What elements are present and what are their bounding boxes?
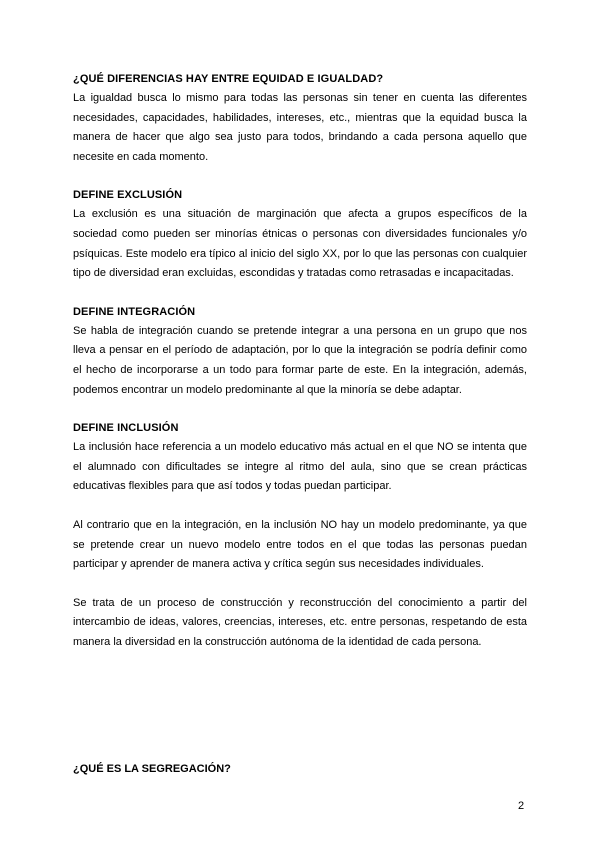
section-heading: DEFINE EXCLUSIÓN [73, 189, 183, 202]
section-paragraph: Se habla de integración cuando se pretende integrar a una persona en un grupo que nos lleva a pensar en el período de adaptación, por lo que la integración se podría definir como el hecho de incorporarse a un todo para formar parte de este. En la integración, además, podemos encontrar un modelo predominante al que la minoría se debe adaptar. [73, 324, 527, 396]
section-heading: DEFINE INTEGRACIÓN [73, 305, 196, 318]
section-paragraph: Se trata de un proceso de construcción y reconstrucción del conocimiento a partir del intercambio de ideas, valores, creencias, intereses, etc. entre personas, respetando de esta manera la diversidad en la construcción autónoma de la identidad de cada persona. [73, 596, 527, 648]
section-integracion [73, 303, 527, 400]
section-exclusion [73, 186, 527, 283]
section-heading: ¿QUÉ DIFERENCIAS HAY ENTRE EQUIDAD E IGUALDAD? [73, 73, 384, 85]
section-equidad-igualdad [73, 70, 527, 167]
section-paragraph: La inclusión hace referencia a un modelo educativo más actual en el que NO se intenta que el alumnado con dificultades se integre al ritmo del aula, sino que se crean prácticas educativas flexibles para que así todos y todas puedan participar. [73, 441, 527, 493]
page-number: 2 [518, 800, 525, 812]
document-body [73, 70, 527, 671]
section-paragraph: Al contrario que en la integración, en la inclusión NO hay un modelo predominante, ya que se pretende crear un nuevo modelo entre todos en el que todas las personas puedan participar y aprender de manera activa y crítica según sus necesidades individuales. [73, 518, 527, 571]
section-inclusion [73, 419, 527, 652]
segregacion-heading: ¿QUÉ ES LA SEGREGACIÓN? [73, 763, 231, 775]
section-paragraph: La igualdad busca lo mismo para todas las personas sin tener en cuenta las diferentes necesidades, capacidades, habilidades, intereses, etc., mientras que la equidad busca la manera de hacer que algo sea justo para todos, brindando a cada persona aquello que necesite en cada momento. [73, 92, 527, 163]
section-paragraph: La exclusión es una situación de marginación que afecta a grupos específicos de la sociedad como pueden ser minorías étnicas o personas con diversidades funcionales y/o psíquicas. Este modelo era típico al inicio del siglo XX, por lo que las personas con cualquier tipo de diversidad eran excluidas, escondidas y tratadas como retrasadas e incapacitadas. [73, 208, 527, 280]
section-heading: DEFINE INCLUSIÓN [73, 422, 179, 435]
